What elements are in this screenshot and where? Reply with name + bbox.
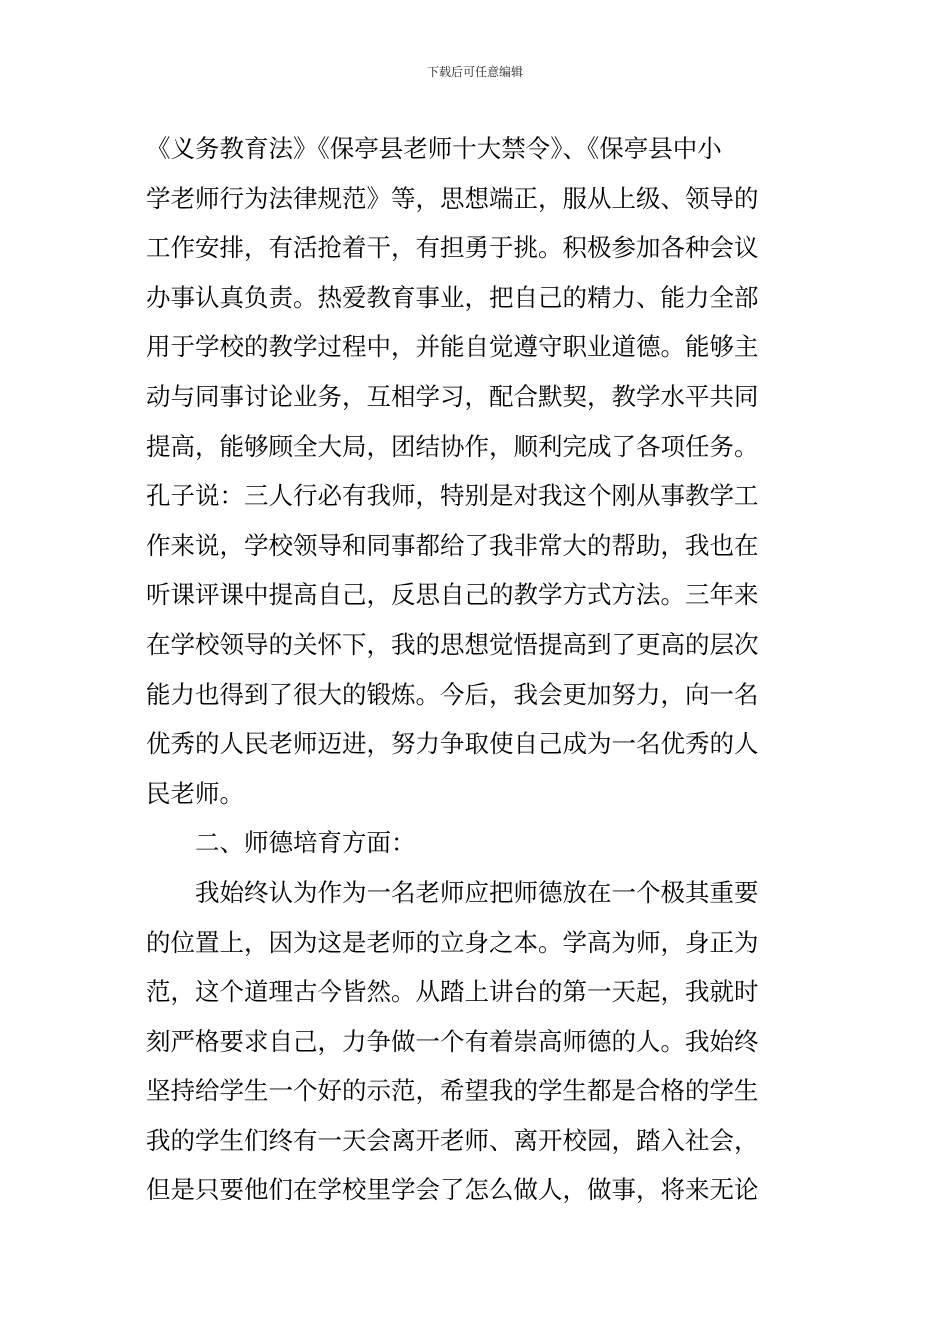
text-line: 范，这个道理古今皆然。从踏上讲台的第一天起，我就时 xyxy=(146,977,759,1007)
section-heading: 二、师德培育方面： xyxy=(195,828,416,858)
text-line: 但是只要他们在学校里学会了怎么做人，做事，将来无论 xyxy=(146,1175,759,1205)
text-line: 优秀的人民老师迈进，努力争取使自己成为一名优秀的人 xyxy=(146,729,759,759)
text-line: 刻严格要求自己，力争做一个有着崇高师德的人。我始终 xyxy=(146,1026,759,1056)
text-line: 孔子说：三人行必有我师，特别是对我这个刚从事教学工 xyxy=(146,481,759,511)
page-header-note: 下载后可任意编辑 xyxy=(426,65,523,79)
text-line: 民老师。 xyxy=(146,778,244,808)
text-line: 学老师行为法律规范》等，思想端正，服从上级、领导的 xyxy=(146,183,759,213)
text-line: 工作安排，有活抢着干，有担勇于挑。积极参加各种会议 xyxy=(146,233,759,263)
text-line: 能力也得到了很大的锻炼。今后，我会更加努力，向一名 xyxy=(146,679,759,709)
paragraph-first-line: 我始终认为作为一名老师应把师德放在一个极其重要 xyxy=(195,877,759,907)
text-line: 我的学生们终有一天会离开老师、离开校园，踏入社会， xyxy=(146,1125,759,1155)
text-line: 办事认真负责。热爱教育事业，把自己的精力、能力全部 xyxy=(146,282,759,312)
text-line: 坚持给学生一个好的示范，希望我的学生都是合格的学生 xyxy=(146,1076,759,1106)
text-line: 听课评课中提高自己，反思自己的教学方式方法。三年来 xyxy=(146,580,759,610)
document-body xyxy=(146,124,810,1215)
text-line: 作来说，学校领导和同事都给了我非常大的帮助，我也在 xyxy=(146,530,759,560)
text-line: 的位置上，因为这是老师的立身之本。学高为师，身正为 xyxy=(146,927,759,957)
text-line: 在学校领导的关怀下，我的思想觉悟提高到了更高的层次 xyxy=(146,629,759,659)
text-line: 动与同事讨论业务，互相学习，配合默契，教学水平共同 xyxy=(146,381,759,411)
text-line: 用于学校的教学过程中，并能自觉遵守职业道德。能够主 xyxy=(146,332,759,362)
text-line: 提高，能够顾全大局，团结协作，顺利完成了各项任务。 xyxy=(146,431,759,461)
text-line: 《义务教育法》《保亭县老师十大禁令》、《保亭县中小 xyxy=(146,134,722,163)
